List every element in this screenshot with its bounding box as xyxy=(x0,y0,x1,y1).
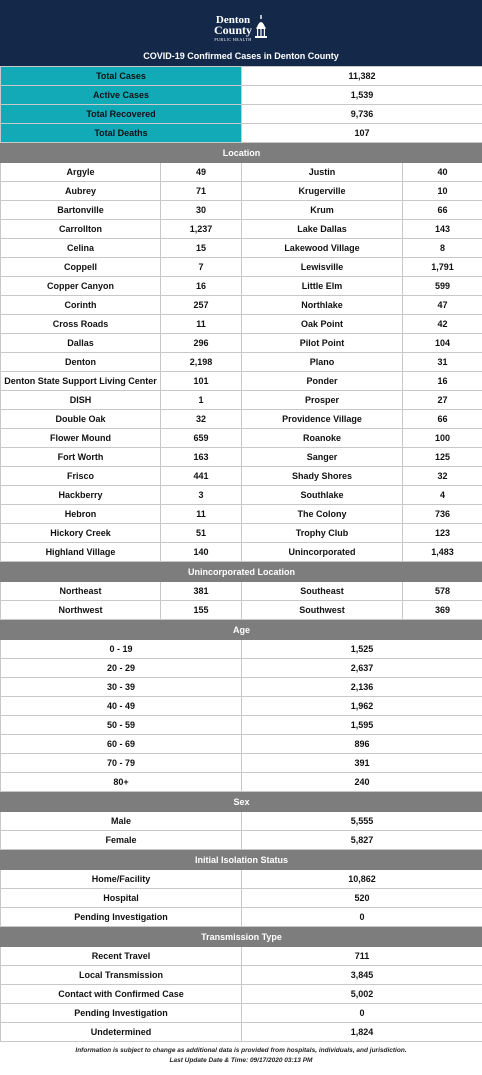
row-value: 659 xyxy=(161,429,242,448)
table-row xyxy=(1,812,482,831)
row-value: 0 xyxy=(242,908,482,927)
isolation-section-header xyxy=(1,851,482,870)
row-value: 1,237 xyxy=(161,220,242,239)
row-label: Denton State Support Living Center xyxy=(1,372,161,391)
row-value: 51 xyxy=(161,524,242,543)
row-label: 60 - 69 xyxy=(1,735,242,754)
row-value: 16 xyxy=(403,372,482,391)
table-row xyxy=(1,831,482,850)
row-value: 711 xyxy=(242,947,482,966)
row-value: 66 xyxy=(403,201,482,220)
row-label: Coppell xyxy=(1,258,161,277)
row-value: 11 xyxy=(161,505,242,524)
sex-table xyxy=(0,792,482,850)
row-value: 2,136 xyxy=(242,678,482,697)
row-value: 736 xyxy=(403,505,482,524)
row-label: Pending Investigation xyxy=(1,908,242,927)
courthouse-dome-icon xyxy=(254,15,268,41)
row-label: Southwest xyxy=(242,601,403,620)
table-row xyxy=(1,543,482,562)
row-value: 5,555 xyxy=(242,812,482,831)
row-label: Highland Village xyxy=(1,543,161,562)
row-value: 896 xyxy=(242,735,482,754)
row-value: 10,862 xyxy=(242,870,482,889)
section-header-label: Initial Isolation Status xyxy=(1,851,482,870)
summary-value: 107 xyxy=(242,124,482,143)
table-row xyxy=(1,985,482,1004)
row-value: 27 xyxy=(403,391,482,410)
row-value: 369 xyxy=(403,601,482,620)
summary-row xyxy=(1,67,482,86)
page-header xyxy=(0,0,482,66)
row-value: 49 xyxy=(161,163,242,182)
row-value: 101 xyxy=(161,372,242,391)
row-label: Undetermined xyxy=(1,1023,242,1042)
row-value: 163 xyxy=(161,448,242,467)
summary-label: Active Cases xyxy=(1,86,242,105)
row-label: Home/Facility xyxy=(1,870,242,889)
row-value: 143 xyxy=(403,220,482,239)
table-row xyxy=(1,163,482,182)
summary-row xyxy=(1,105,482,124)
section-header-label: Location xyxy=(1,144,482,163)
row-value: 123 xyxy=(403,524,482,543)
row-label: Local Transmission xyxy=(1,966,242,985)
table-row xyxy=(1,315,482,334)
row-label: Hackberry xyxy=(1,486,161,505)
table-row xyxy=(1,486,482,505)
summary-table xyxy=(0,66,482,143)
row-value: 47 xyxy=(403,296,482,315)
row-label: Carrollton xyxy=(1,220,161,239)
row-label: Prosper xyxy=(242,391,403,410)
row-value: 5,827 xyxy=(242,831,482,850)
row-value: 1,791 xyxy=(403,258,482,277)
section-header-label: Transmission Type xyxy=(1,928,482,947)
row-label: 70 - 79 xyxy=(1,754,242,773)
logo-line-1: Denton xyxy=(215,14,251,26)
row-label: Lake Dallas xyxy=(242,220,403,239)
row-label: DISH xyxy=(1,391,161,410)
row-value: 155 xyxy=(161,601,242,620)
sex-section-header xyxy=(1,793,482,812)
row-label: Recent Travel xyxy=(1,947,242,966)
row-value: 10 xyxy=(403,182,482,201)
row-label: Southeast xyxy=(242,582,403,601)
table-row xyxy=(1,582,482,601)
row-value: 441 xyxy=(161,467,242,486)
denton-county-logo xyxy=(214,15,268,45)
last-update: Last Update Date & Time: 09/17/2020 03:13 PM xyxy=(169,1057,313,1064)
row-label: Hebron xyxy=(1,505,161,524)
row-value: 1,595 xyxy=(242,716,482,735)
row-label: 30 - 39 xyxy=(1,678,242,697)
row-label: Frisco xyxy=(1,467,161,486)
table-row xyxy=(1,239,482,258)
table-row xyxy=(1,678,482,697)
table-row xyxy=(1,353,482,372)
unincorporated-table xyxy=(0,562,482,620)
row-value: 257 xyxy=(161,296,242,315)
row-label: Roanoke xyxy=(242,429,403,448)
table-row xyxy=(1,889,482,908)
table-row xyxy=(1,505,482,524)
row-label: Northwest xyxy=(1,601,161,620)
row-label: Trophy Club xyxy=(242,524,403,543)
row-value: 8 xyxy=(403,239,482,258)
row-value: 125 xyxy=(403,448,482,467)
location-table xyxy=(0,143,482,562)
row-label: Justin xyxy=(242,163,403,182)
footer xyxy=(0,1046,482,1066)
age-section-header xyxy=(1,621,482,640)
table-row xyxy=(1,429,482,448)
row-label: Lakewood Village xyxy=(242,239,403,258)
table-row xyxy=(1,908,482,927)
row-value: 16 xyxy=(161,277,242,296)
table-row xyxy=(1,277,482,296)
row-label: Southlake xyxy=(242,486,403,505)
table-row xyxy=(1,735,482,754)
table-row xyxy=(1,947,482,966)
row-label: Contact with Confirmed Case xyxy=(1,985,242,1004)
row-label: Double Oak xyxy=(1,410,161,429)
row-value: 31 xyxy=(403,353,482,372)
table-row xyxy=(1,524,482,543)
row-label: Cross Roads xyxy=(1,315,161,334)
table-row xyxy=(1,334,482,353)
row-value: 5,002 xyxy=(242,985,482,1004)
summary-label: Total Deaths xyxy=(1,124,242,143)
table-row xyxy=(1,448,482,467)
table-row xyxy=(1,697,482,716)
row-value: 3,845 xyxy=(242,966,482,985)
row-value: 599 xyxy=(403,277,482,296)
table-row xyxy=(1,640,482,659)
row-value: 15 xyxy=(161,239,242,258)
row-label: Corinth xyxy=(1,296,161,315)
table-row xyxy=(1,1023,482,1042)
location-section-header xyxy=(1,144,482,163)
row-label: Hospital xyxy=(1,889,242,908)
row-label: Hickory Creek xyxy=(1,524,161,543)
table-row xyxy=(1,372,482,391)
row-label: Oak Point xyxy=(242,315,403,334)
row-value: 40 xyxy=(403,163,482,182)
row-value: 4 xyxy=(403,486,482,505)
row-value: 578 xyxy=(403,582,482,601)
row-value: 42 xyxy=(403,315,482,334)
summary-row xyxy=(1,86,482,105)
row-label: 80+ xyxy=(1,773,242,792)
row-label: Fort Worth xyxy=(1,448,161,467)
row-label: Argyle xyxy=(1,163,161,182)
row-label: Pilot Point xyxy=(242,334,403,353)
row-label: Dallas xyxy=(1,334,161,353)
row-value: 1 xyxy=(161,391,242,410)
table-row xyxy=(1,467,482,486)
row-label: Krugerville xyxy=(242,182,403,201)
row-value: 1,824 xyxy=(242,1023,482,1042)
row-label: Krum xyxy=(242,201,403,220)
summary-value: 1,539 xyxy=(242,86,482,105)
row-value: 32 xyxy=(161,410,242,429)
table-row xyxy=(1,966,482,985)
table-row xyxy=(1,754,482,773)
table-row xyxy=(1,182,482,201)
table-row xyxy=(1,258,482,277)
row-label: The Colony xyxy=(242,505,403,524)
table-row xyxy=(1,716,482,735)
row-value: 0 xyxy=(242,1004,482,1023)
row-label: Female xyxy=(1,831,242,850)
row-value: 391 xyxy=(242,754,482,773)
row-label: Aubrey xyxy=(1,182,161,201)
transmission-table xyxy=(0,927,482,1042)
row-value: 7 xyxy=(161,258,242,277)
table-row xyxy=(1,220,482,239)
row-value: 240 xyxy=(242,773,482,792)
row-label: Copper Canyon xyxy=(1,277,161,296)
summary-row xyxy=(1,124,482,143)
row-value: 1,483 xyxy=(403,543,482,562)
row-label: Male xyxy=(1,812,242,831)
row-value: 100 xyxy=(403,429,482,448)
page-title: COVID-19 Confirmed Cases in Denton County xyxy=(143,51,339,61)
logo-line-3: PUBLIC HEALTH xyxy=(214,37,252,42)
table-row xyxy=(1,296,482,315)
row-label: Flower Mound xyxy=(1,429,161,448)
row-value: 104 xyxy=(403,334,482,353)
section-header-label: Unincorporated Location xyxy=(1,563,482,582)
logo-line-2: County xyxy=(213,23,252,37)
row-value: 381 xyxy=(161,582,242,601)
row-value: 1,962 xyxy=(242,697,482,716)
row-label: Ponder xyxy=(242,372,403,391)
row-value: 32 xyxy=(403,467,482,486)
row-label: Little Elm xyxy=(242,277,403,296)
row-label: 0 - 19 xyxy=(1,640,242,659)
summary-label: Total Cases xyxy=(1,67,242,86)
table-row xyxy=(1,601,482,620)
row-label: Pending Investigation xyxy=(1,1004,242,1023)
row-label: Unincorporated xyxy=(242,543,403,562)
row-label: Lewisville xyxy=(242,258,403,277)
row-label: Celina xyxy=(1,239,161,258)
row-label: Bartonville xyxy=(1,201,161,220)
row-label: 20 - 29 xyxy=(1,659,242,678)
table-row xyxy=(1,773,482,792)
row-label: Northlake xyxy=(242,296,403,315)
unincorporated-section-header xyxy=(1,563,482,582)
row-label: Providence Village xyxy=(242,410,403,429)
section-header-label: Sex xyxy=(1,793,482,812)
table-row xyxy=(1,870,482,889)
row-value: 2,198 xyxy=(161,353,242,372)
row-label: Plano xyxy=(242,353,403,372)
section-header-label: Age xyxy=(1,621,482,640)
row-label: Shady Shores xyxy=(242,467,403,486)
table-row xyxy=(1,201,482,220)
footer-disclaimer: Information is subject to change as additional data is provided from hospitals, individuals, and jurisdiction. xyxy=(75,1047,407,1054)
row-label: Sanger xyxy=(242,448,403,467)
row-label: Denton xyxy=(1,353,161,372)
isolation-table xyxy=(0,850,482,927)
transmission-section-header xyxy=(1,928,482,947)
row-value: 3 xyxy=(161,486,242,505)
row-value: 1,525 xyxy=(242,640,482,659)
age-table xyxy=(0,620,482,792)
row-label: Northeast xyxy=(1,582,161,601)
row-value: 520 xyxy=(242,889,482,908)
row-value: 30 xyxy=(161,201,242,220)
row-value: 71 xyxy=(161,182,242,201)
row-value: 2,637 xyxy=(242,659,482,678)
summary-value: 11,382 xyxy=(242,67,482,86)
table-row xyxy=(1,659,482,678)
table-row xyxy=(1,391,482,410)
table-row xyxy=(1,410,482,429)
row-value: 66 xyxy=(403,410,482,429)
row-label: 50 - 59 xyxy=(1,716,242,735)
row-label: 40 - 49 xyxy=(1,697,242,716)
row-value: 296 xyxy=(161,334,242,353)
summary-value: 9,736 xyxy=(242,105,482,124)
row-value: 140 xyxy=(161,543,242,562)
table-row xyxy=(1,1004,482,1023)
row-value: 11 xyxy=(161,315,242,334)
summary-label: Total Recovered xyxy=(1,105,242,124)
